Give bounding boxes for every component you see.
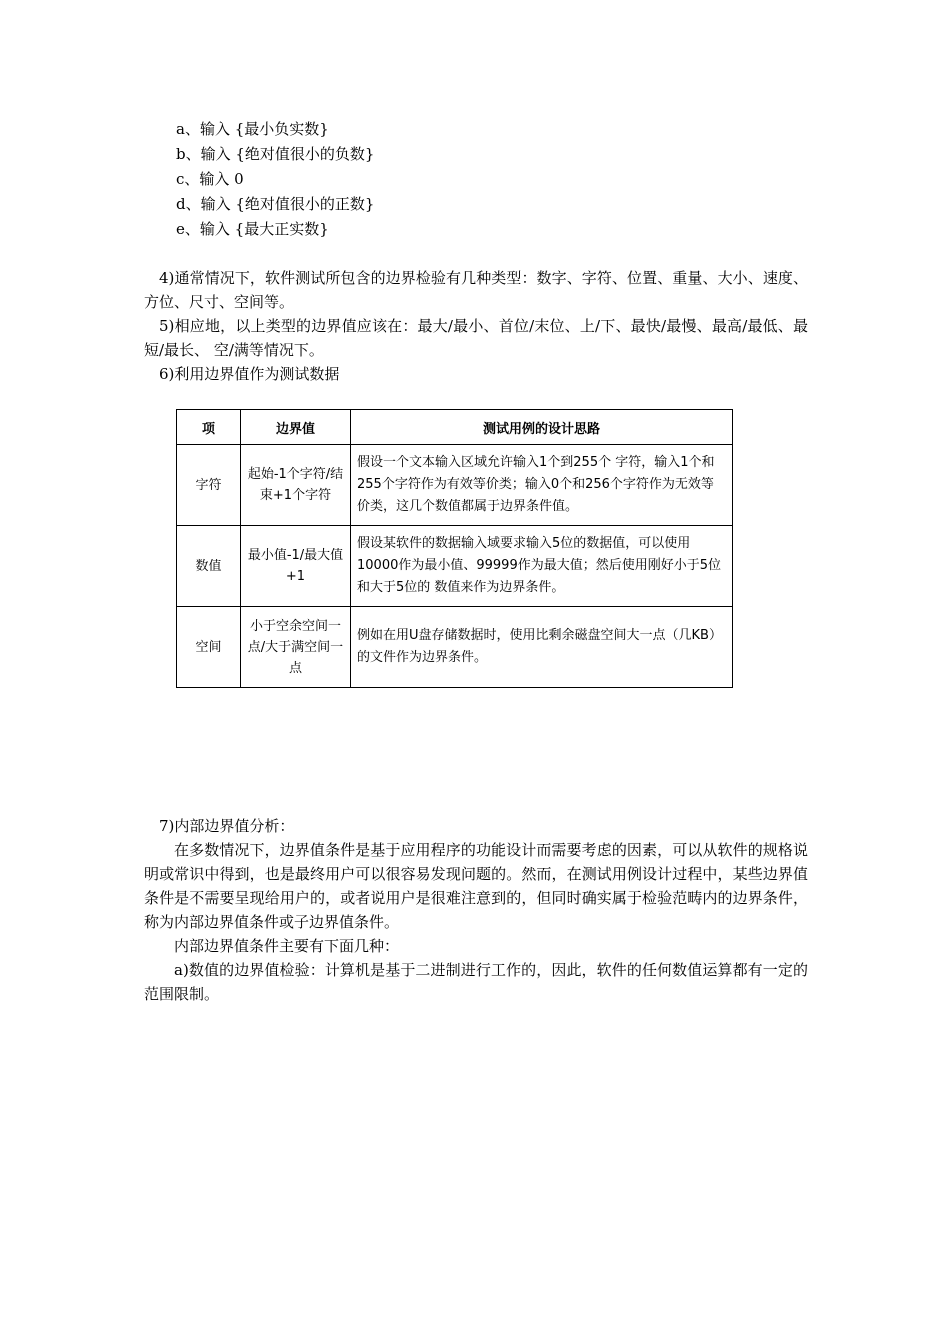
table-cell: 空间 <box>177 607 241 688</box>
table-cell: 字符 <box>177 445 241 526</box>
paragraph-7-types: 内部边界值条件主要有下面几种： <box>174 937 400 955</box>
paragraph-7-title: 7)内部边界值分析： <box>159 817 295 835</box>
paragraph-7-body: 在多数情况下，边界值条件是基于应用程序的功能设计而需要考虑的因素，可以从软件的规格说明或常识中得到，也是最终用户可以很容易发现问题的。然而，在测试用例设计过程中，某些边界值条件是不需要呈现给用户的，或者说用户是很难注意到的，但同时确实属于检验范畴内的边界条件，称为内部边界值条件或子边界值条件。 <box>144 841 808 931</box>
table-cell: 最小值-1/最大值+1 <box>241 526 351 607</box>
list-item: c、输入 0 <box>176 170 244 188</box>
internal-boundary-section <box>144 814 808 1006</box>
table-cell: 起始-1个字符/结束+1个字符 <box>241 445 351 526</box>
paragraph-6: 6)利用边界值作为测试数据 <box>159 365 340 383</box>
table-header-row <box>177 410 733 445</box>
boundary-table <box>176 409 733 688</box>
boundary-types-section <box>144 266 808 386</box>
paragraph-7-a: a)数值的边界值检验：计算机是基于二进制进行工作的，因此，软件的任何数值运算都有一定的范围限制。 <box>144 961 808 1003</box>
list-item: d、输入 {绝对值很小的正数} <box>176 195 375 213</box>
list-item: a、输入 {最小负实数} <box>176 120 329 138</box>
table-cell: 例如在用U盘存储数据时，使用比剩余磁盘空间大一点（几KB）的文件作为边界条件。 <box>351 607 733 688</box>
table-cell: 数值 <box>177 526 241 607</box>
header-boundary-value: 边界值 <box>241 410 351 445</box>
header-item: 项 <box>177 410 241 445</box>
table-cell: 小于空余空间一点/大于满空间一点 <box>241 607 351 688</box>
table-row <box>177 607 733 688</box>
table-cell: 假设某软件的数据输入域要求输入5位的数据值，可以使用10000作为最小值、99999作为最大值；然后使用刚好小于5位和大于5位的 数值来作为边界条件。 <box>351 526 733 607</box>
table-row <box>177 445 733 526</box>
paragraph-4: 4)通常情况下，软件测试所包含的边界检验有几种类型：数字、字符、位置、重量、大小、速度、方位、尺寸、空间等。 <box>144 269 808 311</box>
list-item: b、输入 {绝对值很小的负数} <box>176 145 375 163</box>
table-row <box>177 526 733 607</box>
header-design-idea: 测试用例的设计思路 <box>351 410 733 445</box>
paragraph-5: 5)相应地，以上类型的边界值应该在：最大/最小、首位/末位、上/下、最快/最慢、最高/最低、最短/最长、 空/满等情况下。 <box>144 317 808 359</box>
table-cell: 假设一个文本输入区域允许输入1个到255个 字符，输入1个和255个字符作为有效等价类；输入0个和256个字符作为无效等价类，这几个数值都属于边界条件值。 <box>351 445 733 526</box>
list-item: e、输入 {最大正实数} <box>176 220 329 238</box>
